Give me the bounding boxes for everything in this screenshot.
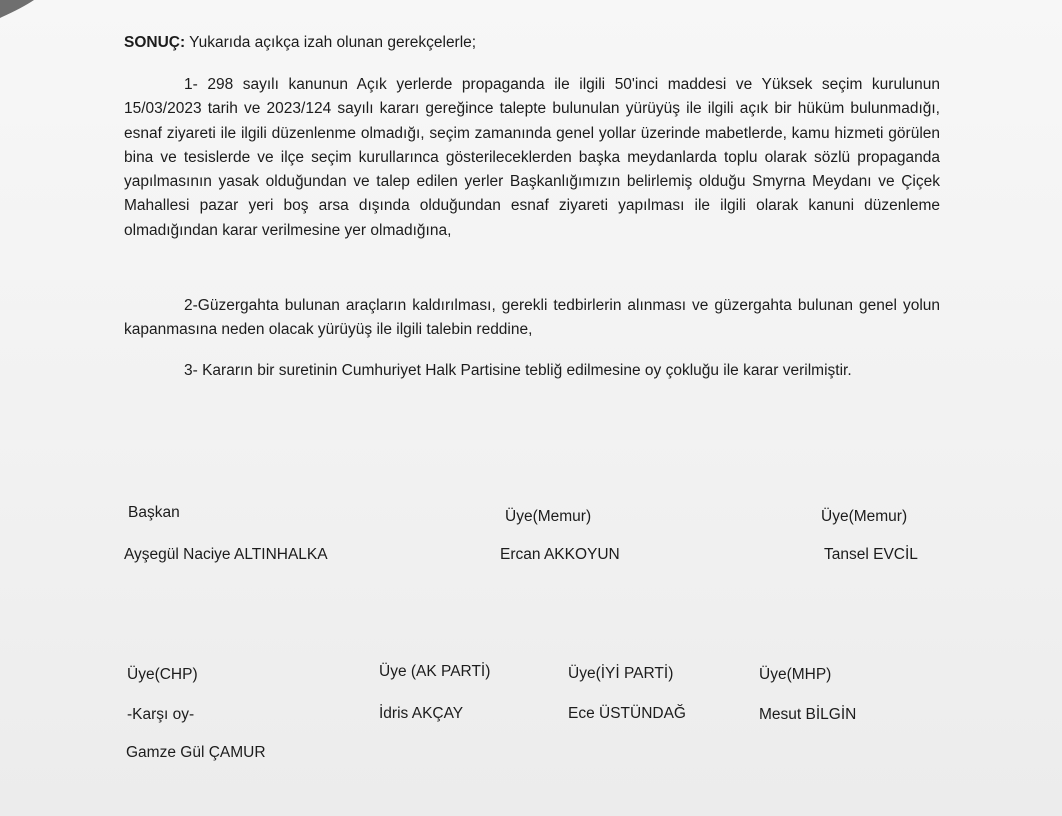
signature-name-iyi-parti: Ece ÜSTÜNDAĞ [568, 705, 686, 722]
signature-role-mhp: Üye(MHP) [759, 666, 832, 683]
signature-role-iyi-parti: Üye(İYİ PARTİ) [568, 665, 674, 682]
signature-role-ak-parti: Üye (AK PARTİ) [379, 663, 491, 680]
paper-fold-mark [0, 0, 40, 18]
decision-paragraph-2: 2-Güzergahta bulunan araçların kaldırılması, gerekli tedbirlerin alınması ve güzergahta bulunan genel yolun kapanmasına neden olacak yürüyüş ile ilgili talebin reddine, [124, 297, 940, 339]
signature-name-member-officer-1: Ercan AKKOYUN [500, 546, 620, 563]
signature-role-member-officer-1: Üye(Memur) [505, 508, 592, 525]
signature-name-mhp: Mesut BİLGİN [759, 706, 857, 723]
conclusion-label: SONUÇ: [124, 34, 186, 51]
decision-paragraph-3: 3- Kararın bir suretinin Cumhuriyet Halk Partisine tebliğ edilmesine oy çokluğu ile karar verilmiştir. [184, 362, 852, 379]
signature-role-chp: Üye(CHP) [127, 666, 198, 683]
conclusion-heading [124, 31, 476, 55]
signature-name-president: Ayşegül Naciye ALTINHALKA [124, 546, 328, 563]
signature-note-dissent: -Karşı oy- [127, 706, 195, 723]
decision-paragraph-1: 1- 298 sayılı kanunun Açık yerlerde propaganda ile ilgili 50'inci maddesi ve Yüksek seçim kurulunun 15/03/2023 tarih ve 2023/124 sayılı kararı gereğince talepte bulunulan yürüyüş ile ilgili açık bir hüküm bulunmadığı, esnaf ziyareti ile ilgili düzenlenme olmadığı, seçim zamanında genel yollar üzerinde mabetlerde, kamu hizmeti görülen bina ve tesislerde ve ilçe seçim kurullarınca gösterileceklerden başka meydanlarda toplu olarak sözlü propaganda yapılmasının yasak olduğundan ve talep edilen yerler Başkanlığımızın belirlemiş olduğu Smyrna Meydanı ve Çiçek Mahallesi pazar yeri boş arsa dışında olduğundan esnaf ziyareti yapılması ile ilgili olarak kanuni düzenleme olmadığından karar verilmesine yer olmadığına, [124, 76, 940, 239]
signature-role-member-officer-2: Üye(Memur) [821, 508, 908, 525]
signature-name-member-officer-2: Tansel EVCİL [824, 546, 918, 563]
signature-name-chp: Gamze Gül ÇAMUR [126, 744, 266, 761]
signature-role-president: Başkan [128, 504, 180, 521]
signature-name-ak-parti: İdris AKÇAY [379, 705, 464, 722]
conclusion-intro: Yukarıda açıkça izah olunan gerekçelerle; [185, 34, 477, 51]
